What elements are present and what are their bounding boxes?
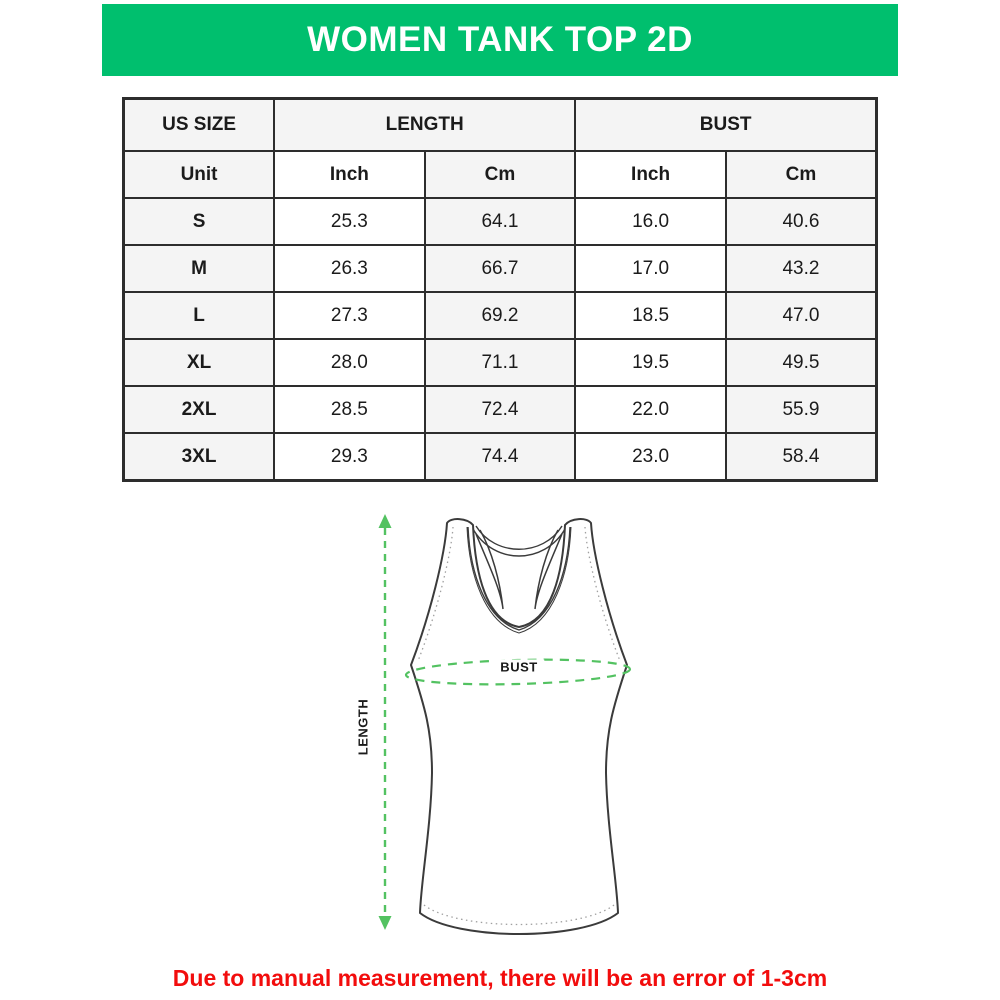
value-cell: 71.1: [425, 339, 576, 386]
size-chart-table: [122, 97, 878, 482]
value-cell: 58.4: [726, 433, 877, 481]
unit-cell-bust-cm: Cm: [726, 151, 877, 198]
value-cell: 25.3: [274, 198, 425, 245]
value-cell: 27.3: [274, 292, 425, 339]
value-cell: 16.0: [575, 198, 726, 245]
table-header-row: [124, 99, 877, 152]
page-title: WOMEN TANK TOP 2D: [307, 20, 693, 59]
value-cell: 17.0: [575, 245, 726, 292]
unit-cell-length-cm: Cm: [425, 151, 576, 198]
measurement-diagram: [345, 512, 655, 959]
title-banner: [102, 4, 898, 76]
table-row-3xl: [124, 433, 877, 481]
table-row-xl: [124, 339, 877, 386]
size-cell: XL: [124, 339, 275, 386]
value-cell: 23.0: [575, 433, 726, 481]
unit-cell: Unit: [124, 151, 275, 198]
bust-label: BUST: [493, 660, 544, 675]
back-neck-band: [473, 526, 565, 556]
value-cell: 55.9: [726, 386, 877, 433]
table-row-2xl: [124, 386, 877, 433]
measurement-error-note: Due to manual measurement, there will be an error of 1-3cm: [172, 965, 828, 991]
value-cell: 69.2: [425, 292, 576, 339]
header-cell-length: LENGTH: [274, 99, 575, 152]
table-row-l: [124, 292, 877, 339]
size-cell: 2XL: [124, 386, 275, 433]
value-cell: 18.5: [575, 292, 726, 339]
value-cell: 22.0: [575, 386, 726, 433]
tank-top-illustration: [400, 515, 640, 955]
header-cell-bust: BUST: [575, 99, 876, 152]
value-cell: 28.0: [274, 339, 425, 386]
table-row-s: [124, 198, 877, 245]
value-cell: 26.3: [274, 245, 425, 292]
value-cell: 74.4: [425, 433, 576, 481]
length-label: LENGTH: [355, 698, 371, 756]
length-arrow-icon: [372, 513, 398, 933]
value-cell: 29.3: [274, 433, 425, 481]
header-cell-us-size: US SIZE: [124, 99, 275, 152]
value-cell: 28.5: [274, 386, 425, 433]
value-cell: 40.6: [726, 198, 877, 245]
value-cell: 19.5: [575, 339, 726, 386]
value-cell: 47.0: [726, 292, 877, 339]
value-cell: 43.2: [726, 245, 877, 292]
unit-cell-length-inch: Inch: [274, 151, 425, 198]
size-cell: M: [124, 245, 275, 292]
table-row-m: [124, 245, 877, 292]
unit-cell-bust-inch: Inch: [575, 151, 726, 198]
size-cell: S: [124, 198, 275, 245]
size-cell: L: [124, 292, 275, 339]
value-cell: 66.7: [425, 245, 576, 292]
size-cell: 3XL: [124, 433, 275, 481]
value-cell: 64.1: [425, 198, 576, 245]
value-cell: 72.4: [425, 386, 576, 433]
value-cell: 49.5: [726, 339, 877, 386]
table-unit-row: [124, 151, 877, 198]
